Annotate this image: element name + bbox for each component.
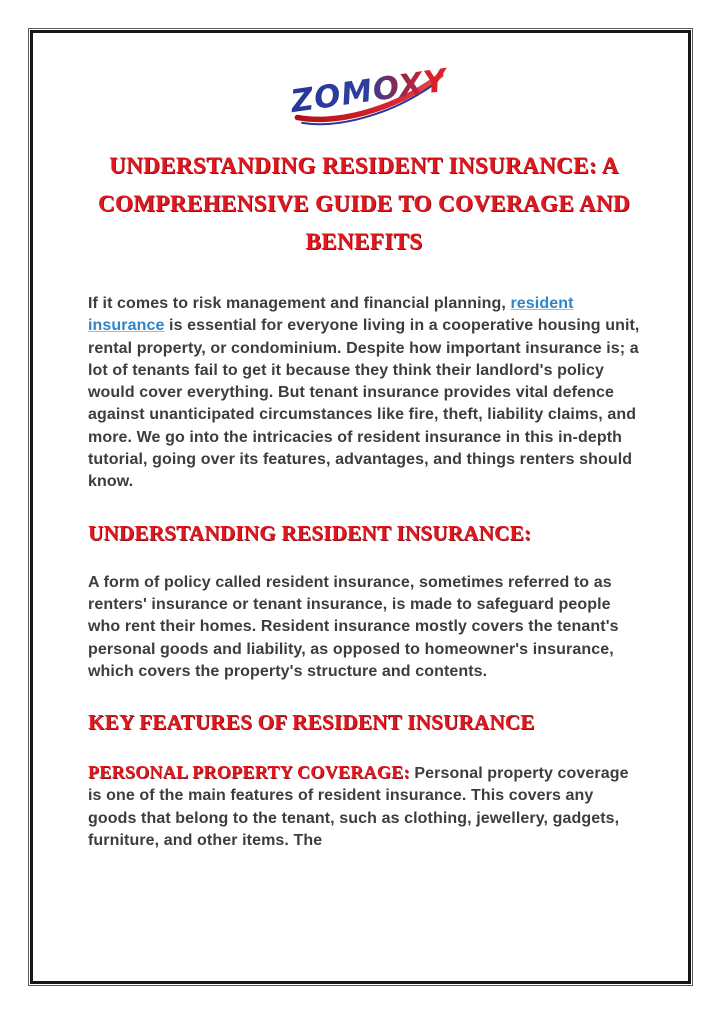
page-title-line: COMPREHENSIVE GUIDE TO COVERAGE AND bbox=[97, 191, 630, 216]
personal-property-coverage-heading: PERSONAL PROPERTY COVERAGE: bbox=[88, 762, 410, 783]
page-content bbox=[88, 56, 640, 878]
page-title bbox=[88, 147, 640, 261]
paragraph-text: Personal property coverage is one of the main features of resident insurance. This covers any goods that belong to the tenant, such as clothing, jewellery, gadgets, furniture, and other items. The bbox=[88, 765, 629, 850]
paragraph-text: is essential for everyone living in a cooperative housing unit, rental property, or condominium. Despite how important insurance is; a lot of tenants fail to get it because they think their landlord's policy would cover everything. But tenant insurance provides vital defence against unanticipated circumstances like fire, theft, liability claims, and more. We go into the intricacies of resident insurance in this in-depth tutorial, going over its features, advantages, and things renters should know. bbox=[88, 317, 640, 491]
paragraph-text: If it comes to risk management and financial planning, bbox=[88, 295, 511, 312]
resident-insurance-link[interactable]: resident insurance bbox=[88, 295, 574, 335]
section-heading-understanding: UNDERSTANDING RESIDENT INSURANCE: bbox=[88, 520, 532, 545]
section-heading-key-features: KEY FEATURES OF RESIDENT INSURANCE bbox=[88, 710, 535, 735]
zomoxy-logo bbox=[88, 56, 640, 127]
personal-property-paragraph bbox=[88, 761, 640, 852]
page-title-line: BENEFITS bbox=[305, 229, 423, 254]
zomoxy-logo-icon bbox=[269, 56, 459, 122]
understanding-paragraph: A form of policy called resident insurance, sometimes referred to as renters' insurance or tenant insurance, is made to safeguard people who rent their homes. Resident insurance mostly covers the tenant's personal goods and liability, as opposed to homeowner's insurance, which covers the property's structure and contents. bbox=[88, 573, 619, 680]
intro-paragraph bbox=[88, 293, 640, 494]
page-title-line: UNDERSTANDING RESIDENT INSURANCE: A bbox=[109, 153, 619, 178]
logo-text: ZOMOXY bbox=[288, 62, 450, 121]
